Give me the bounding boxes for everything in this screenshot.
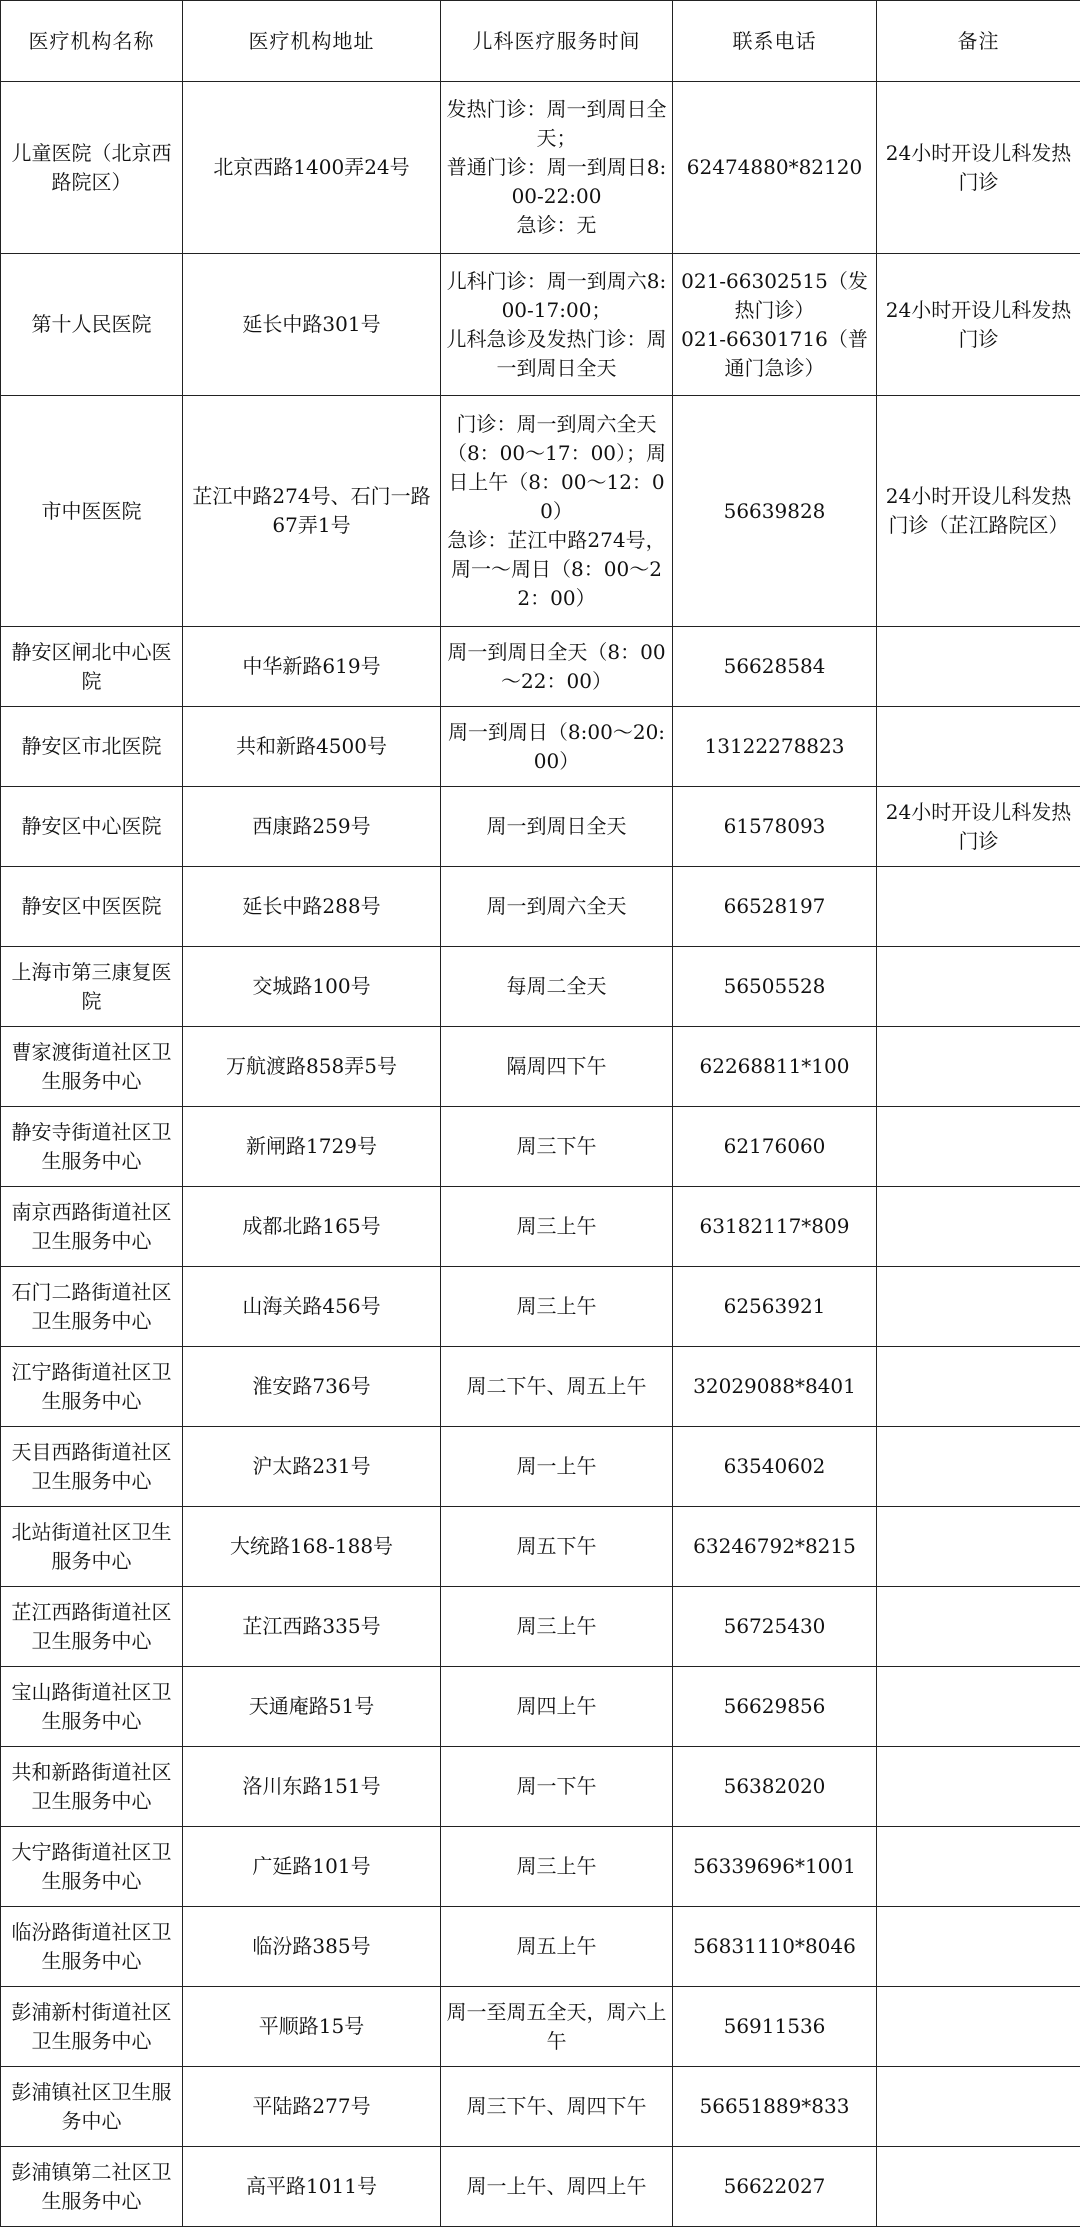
cell-phone: 62268811*100 bbox=[673, 1027, 877, 1107]
cell-note bbox=[877, 1427, 1080, 1507]
table-row bbox=[1, 707, 1080, 787]
cell-phone: 56911536 bbox=[673, 1987, 877, 2067]
cell-hours: 周五上午 bbox=[441, 1907, 673, 1987]
cell-note bbox=[877, 1827, 1080, 1907]
cell-address: 临汾路385号 bbox=[183, 1907, 441, 1987]
cell-phone: 56339696*1001 bbox=[673, 1827, 877, 1907]
cell-phone: 56628584 bbox=[673, 627, 877, 707]
cell-name: 彭浦新村街道社区卫生服务中心 bbox=[1, 1987, 183, 2067]
cell-note bbox=[877, 1187, 1080, 1267]
table-row bbox=[1, 1667, 1080, 1747]
cell-note bbox=[877, 1027, 1080, 1107]
cell-address: 延长中路288号 bbox=[183, 867, 441, 947]
table-row bbox=[1, 1587, 1080, 1667]
table-row bbox=[1, 1987, 1080, 2067]
cell-address: 沪太路231号 bbox=[183, 1427, 441, 1507]
cell-hours: 周三上午 bbox=[441, 1267, 673, 1347]
cell-address: 共和新路4500号 bbox=[183, 707, 441, 787]
cell-name: 共和新路街道社区卫生服务中心 bbox=[1, 1747, 183, 1827]
cell-hours: 周五下午 bbox=[441, 1507, 673, 1587]
cell-name: 上海市第三康复医院 bbox=[1, 947, 183, 1027]
table-row bbox=[1, 254, 1080, 396]
cell-hours: 周三下午 bbox=[441, 1107, 673, 1187]
cell-hours: 儿科门诊：周一到周六8:00-17:00； 儿科急诊及发热门诊：周一到周日全天 bbox=[441, 254, 673, 396]
cell-address: 万航渡路858弄5号 bbox=[183, 1027, 441, 1107]
cell-name: 第十人民医院 bbox=[1, 254, 183, 396]
header-phone: 联系电话 bbox=[673, 1, 877, 82]
cell-address: 交城路100号 bbox=[183, 947, 441, 1027]
cell-name: 静安区闸北中心医院 bbox=[1, 627, 183, 707]
cell-note bbox=[877, 1667, 1080, 1747]
cell-phone: 13122278823 bbox=[673, 707, 877, 787]
cell-name: 北站街道社区卫生服务中心 bbox=[1, 1507, 183, 1587]
cell-name: 市中医医院 bbox=[1, 396, 183, 627]
cell-hours: 周三上午 bbox=[441, 1827, 673, 1907]
cell-note bbox=[877, 1587, 1080, 1667]
cell-name: 江宁路街道社区卫生服务中心 bbox=[1, 1347, 183, 1427]
cell-note: 24小时开设儿科发热门诊 bbox=[877, 82, 1080, 254]
cell-hours: 周一到周日（8:00～20:00） bbox=[441, 707, 673, 787]
cell-hours: 周一到周六全天 bbox=[441, 867, 673, 947]
cell-hours: 周一至周五全天，周六上午 bbox=[441, 1987, 673, 2067]
cell-address: 中华新路619号 bbox=[183, 627, 441, 707]
cell-hours: 每周二全天 bbox=[441, 947, 673, 1027]
header-name: 医疗机构名称 bbox=[1, 1, 183, 82]
table-row bbox=[1, 1827, 1080, 1907]
cell-hours: 周三上午 bbox=[441, 1587, 673, 1667]
cell-address: 新闸路1729号 bbox=[183, 1107, 441, 1187]
cell-name: 静安区中心医院 bbox=[1, 787, 183, 867]
cell-hours: 门诊：周一到周六全天（8：00～17：00）；周日上午（8：00～12：00） 急诊：芷江中路274号，周一～周日（8：00～22：00） bbox=[441, 396, 673, 627]
cell-name: 静安寺街道社区卫生服务中心 bbox=[1, 1107, 183, 1187]
cell-note bbox=[877, 1987, 1080, 2067]
cell-name: 石门二路街道社区卫生服务中心 bbox=[1, 1267, 183, 1347]
table-row bbox=[1, 1187, 1080, 1267]
header-address: 医疗机构地址 bbox=[183, 1, 441, 82]
table-row bbox=[1, 2067, 1080, 2147]
cell-phone: 56629856 bbox=[673, 1667, 877, 1747]
table-row bbox=[1, 1907, 1080, 1987]
cell-phone: 56725430 bbox=[673, 1587, 877, 1667]
cell-note bbox=[877, 1907, 1080, 1987]
cell-address: 天通庵路51号 bbox=[183, 1667, 441, 1747]
cell-name: 彭浦镇第二社区卫生服务中心 bbox=[1, 2147, 183, 2227]
cell-address: 洛川东路151号 bbox=[183, 1747, 441, 1827]
cell-note: 24小时开设儿科发热门诊 bbox=[877, 787, 1080, 867]
cell-name: 天目西路街道社区卫生服务中心 bbox=[1, 1427, 183, 1507]
table-row bbox=[1, 947, 1080, 1027]
cell-hours: 周二下午、周五上午 bbox=[441, 1347, 673, 1427]
cell-address: 芷江中路274号、石门一路67弄1号 bbox=[183, 396, 441, 627]
cell-note: 24小时开设儿科发热门诊（芷江路院区） bbox=[877, 396, 1080, 627]
cell-hours: 周一到周日全天（8：00～22：00） bbox=[441, 627, 673, 707]
table-row bbox=[1, 396, 1080, 627]
cell-phone: 56382020 bbox=[673, 1747, 877, 1827]
table-row bbox=[1, 787, 1080, 867]
cell-hours: 周三上午 bbox=[441, 1187, 673, 1267]
cell-address: 平陆路277号 bbox=[183, 2067, 441, 2147]
cell-phone: 56622027 bbox=[673, 2147, 877, 2227]
cell-hours: 周一上午 bbox=[441, 1427, 673, 1507]
cell-note bbox=[877, 2067, 1080, 2147]
cell-name: 曹家渡街道社区卫生服务中心 bbox=[1, 1027, 183, 1107]
table-row bbox=[1, 1427, 1080, 1507]
table-row bbox=[1, 1347, 1080, 1427]
table-row bbox=[1, 867, 1080, 947]
cell-address: 淮安路736号 bbox=[183, 1347, 441, 1427]
cell-phone: 32029088*8401 bbox=[673, 1347, 877, 1427]
cell-address: 芷江西路335号 bbox=[183, 1587, 441, 1667]
cell-note bbox=[877, 1267, 1080, 1347]
cell-phone: 63540602 bbox=[673, 1427, 877, 1507]
cell-name: 大宁路街道社区卫生服务中心 bbox=[1, 1827, 183, 1907]
cell-address: 成都北路165号 bbox=[183, 1187, 441, 1267]
cell-name: 静安区中医医院 bbox=[1, 867, 183, 947]
cell-note: 24小时开设儿科发热门诊 bbox=[877, 254, 1080, 396]
cell-phone: 56831110*8046 bbox=[673, 1907, 877, 1987]
header-row bbox=[1, 1, 1080, 82]
header-note: 备注 bbox=[877, 1, 1080, 82]
table-row bbox=[1, 627, 1080, 707]
cell-address: 北京西路1400弄24号 bbox=[183, 82, 441, 254]
cell-phone: 62176060 bbox=[673, 1107, 877, 1187]
table-row bbox=[1, 1507, 1080, 1587]
cell-address: 大统路168-188号 bbox=[183, 1507, 441, 1587]
cell-name: 儿童医院（北京西路院区） bbox=[1, 82, 183, 254]
cell-address: 高平路1011号 bbox=[183, 2147, 441, 2227]
cell-phone: 63246792*8215 bbox=[673, 1507, 877, 1587]
table-body bbox=[1, 82, 1080, 2227]
cell-phone: 62563921 bbox=[673, 1267, 877, 1347]
cell-address: 平顺路15号 bbox=[183, 1987, 441, 2067]
cell-address: 山海关路456号 bbox=[183, 1267, 441, 1347]
cell-name: 临汾路街道社区卫生服务中心 bbox=[1, 1907, 183, 1987]
cell-name: 宝山路街道社区卫生服务中心 bbox=[1, 1667, 183, 1747]
cell-name: 南京西路街道社区卫生服务中心 bbox=[1, 1187, 183, 1267]
cell-phone: 63182117*809 bbox=[673, 1187, 877, 1267]
cell-note bbox=[877, 707, 1080, 787]
cell-phone: 56505528 bbox=[673, 947, 877, 1027]
cell-address: 西康路259号 bbox=[183, 787, 441, 867]
table-row bbox=[1, 2147, 1080, 2227]
cell-note bbox=[877, 1507, 1080, 1587]
cell-phone: 66528197 bbox=[673, 867, 877, 947]
cell-note bbox=[877, 1107, 1080, 1187]
cell-note bbox=[877, 1747, 1080, 1827]
table-row bbox=[1, 1027, 1080, 1107]
cell-note bbox=[877, 947, 1080, 1027]
cell-phone: 021-66302515（发热门诊） 021-66301716（普通门急诊） bbox=[673, 254, 877, 396]
cell-hours: 周四上午 bbox=[441, 1667, 673, 1747]
cell-hours: 发热门诊：周一到周日全天； 普通门诊：周一到周日8:00-22:00 急诊：无 bbox=[441, 82, 673, 254]
cell-hours: 周三下午、周四下午 bbox=[441, 2067, 673, 2147]
cell-note bbox=[877, 867, 1080, 947]
table-row bbox=[1, 82, 1080, 254]
cell-address: 广延路101号 bbox=[183, 1827, 441, 1907]
cell-note bbox=[877, 2147, 1080, 2227]
cell-phone: 62474880*82120 bbox=[673, 82, 877, 254]
table-row bbox=[1, 1747, 1080, 1827]
cell-phone: 56639828 bbox=[673, 396, 877, 627]
cell-phone: 56651889*833 bbox=[673, 2067, 877, 2147]
cell-note bbox=[877, 1347, 1080, 1427]
cell-name: 静安区市北医院 bbox=[1, 707, 183, 787]
cell-hours: 周一下午 bbox=[441, 1747, 673, 1827]
cell-name: 芷江西路街道社区卫生服务中心 bbox=[1, 1587, 183, 1667]
cell-hours: 周一到周日全天 bbox=[441, 787, 673, 867]
cell-address: 延长中路301号 bbox=[183, 254, 441, 396]
header-hours: 儿科医疗服务时间 bbox=[441, 1, 673, 82]
cell-note bbox=[877, 627, 1080, 707]
cell-hours: 隔周四下午 bbox=[441, 1027, 673, 1107]
cell-phone: 61578093 bbox=[673, 787, 877, 867]
cell-hours: 周一上午、周四上午 bbox=[441, 2147, 673, 2227]
table-row bbox=[1, 1267, 1080, 1347]
table-row bbox=[1, 1107, 1080, 1187]
cell-name: 彭浦镇社区卫生服务中心 bbox=[1, 2067, 183, 2147]
